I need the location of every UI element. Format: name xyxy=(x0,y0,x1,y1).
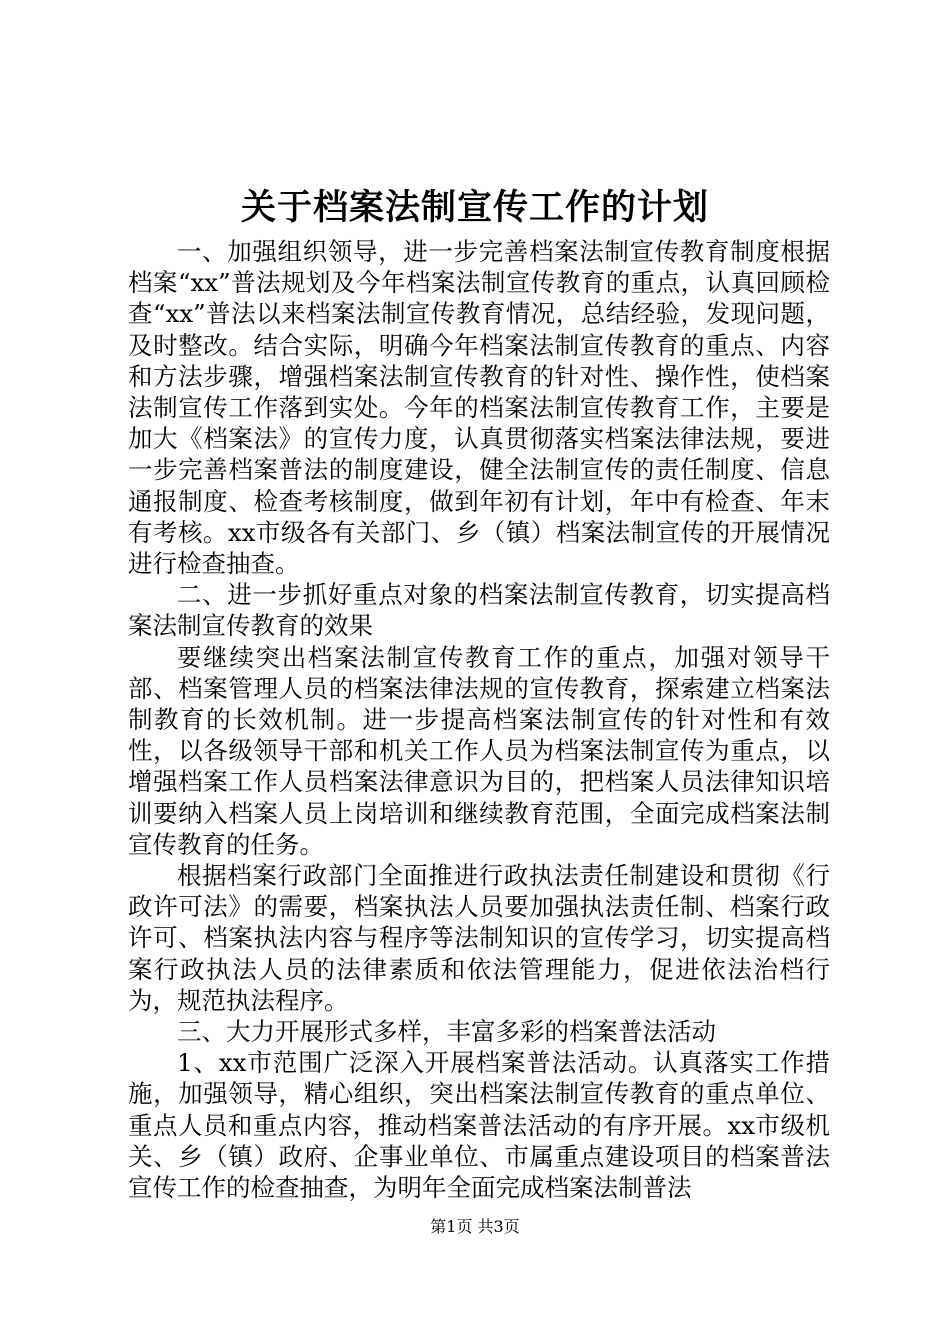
paragraph-3: 要继续突出档案法制宣传教育工作的重点，加强对领导干部、档案管理人员的档案法律法规的宣传教育，探索建立档案法制教育的长效机制。进一步提高档案法制宣传的针对性和有效性，以各级领导干部和机关工作人员为档案法制宣传为重点，以增强档案工作人员档案法律意识为目的，把档案人员法律知识培训要纳入档案人员上岗培训和继续教育范围，全面完成档案法制宣传教育的任务。 xyxy=(128,642,830,859)
paragraph-5-heading: 三、大力开展形式多样，丰富多彩的档案普法活动 xyxy=(177,1017,716,1047)
document-body xyxy=(128,236,830,1203)
page-footer: 第1页 共3页 xyxy=(430,1217,520,1236)
paragraph-4: 根据档案行政部门全面推进行政执法责任制建设和贯彻《行政许可法》的需要，档案执法人员要加强执法责任制、档案行政许可、档案执法内容与程序等法制知识的宣传学习，切实提高档案行政执法人员的法律素质和依法管理能力，促进依法治档行为，规范执法程序。 xyxy=(128,861,830,1015)
document-title: 关于档案法制宣传工作的计划 xyxy=(240,187,709,228)
paragraph-6: 1、xx市范围广泛深入开展档案普法活动。认真落实工作措施，加强领导，精心组织，突出档案法制宣传教育的重点单位、重点人员和重点内容，推动档案普法活动的有序开展。xx市级机关、乡（镇）政府、企事业单位、市属重点建设项目的档案普法宣传工作的检查抽查，为明年全面完成档案法制普法 xyxy=(128,1048,830,1203)
paragraph-1: 一、加强组织领导，进一步完善档案法制宣传教育制度根据档案“xx”普法规划及今年档案法制宣传教育的重点，认真回顾检查“xx”普法以来档案法制宣传教育情况，总结经验，发现问题，及时整改。结合实际，明确今年档案法制宣传教育的重点、内容和方法步骤，增强档案法制宣传教育的针对性、操作性，使档案法制宣传工作落到实处。今年的档案法制宣传教育工作，主要是加大《档案法》的宣传力度，认真贯彻落实档案法律法规，要进一步完善档案普法的制度建设，健全法制宣传的责任制度、信息通报制度、检查考核制度，做到年初有计划，年中有检查、年末有考核。xx市级各有关部门、乡（镇）档案法制宣传的开展情况进行检查抽查。 xyxy=(128,237,830,579)
paragraph-2-heading: 二、进一步抓好重点对象的档案法制宣传教育，切实提高档案法制宣传教育的效果 xyxy=(128,580,830,641)
